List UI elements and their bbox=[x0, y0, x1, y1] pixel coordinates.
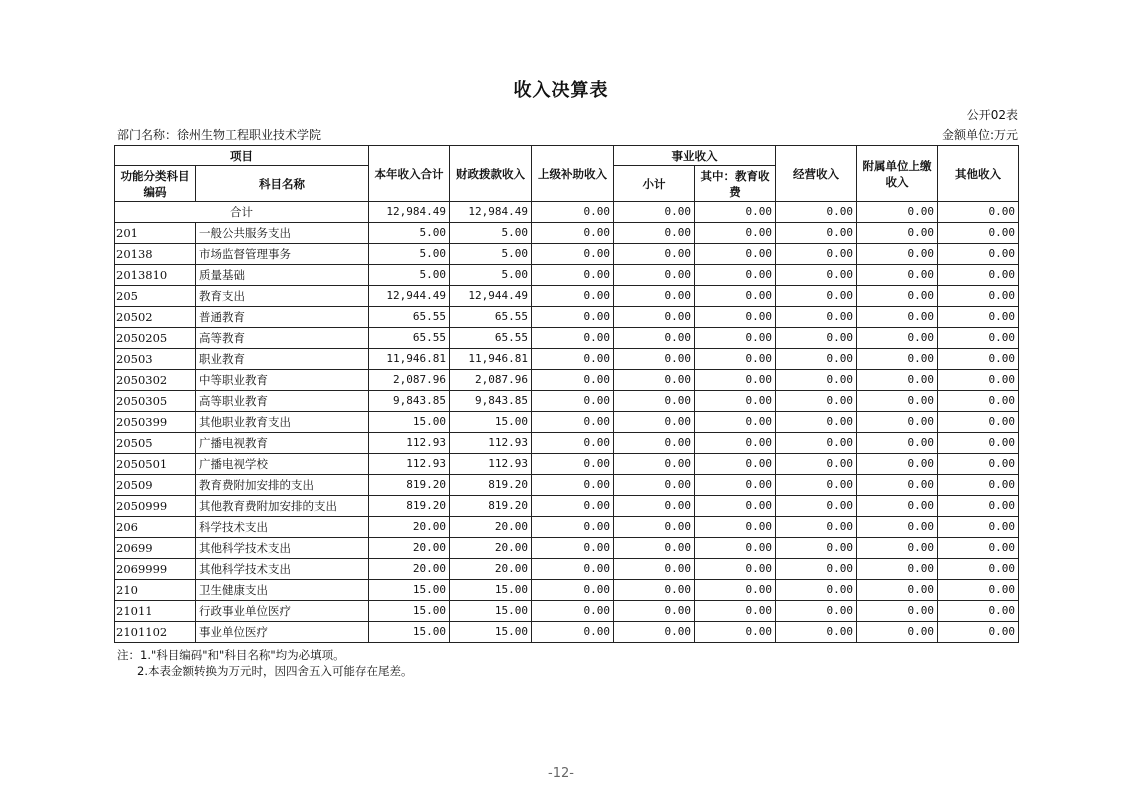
amount-cell: 65.55 bbox=[450, 328, 532, 349]
amount-cell: 0.00 bbox=[614, 265, 695, 286]
amount-cell: 15.00 bbox=[450, 580, 532, 601]
note-2: 2.本表金额转换为万元时，因四舍五入可能存在尾差。 bbox=[137, 664, 413, 678]
subject-name-cell: 其他教育费附加安排的支出 bbox=[196, 496, 369, 517]
table-row bbox=[115, 286, 1019, 307]
form-number: 公开02表 bbox=[966, 108, 1018, 122]
page-number: -12- bbox=[548, 766, 574, 781]
amount-cell: 819.20 bbox=[369, 475, 450, 496]
amount-cell: 0.00 bbox=[695, 433, 776, 454]
amount-cell: 0.00 bbox=[776, 538, 857, 559]
subject-name-cell: 事业单位医疗 bbox=[196, 622, 369, 643]
amount-cell: 0.00 bbox=[938, 475, 1019, 496]
amount-cell: 0.00 bbox=[532, 496, 614, 517]
amount-cell: 0.00 bbox=[776, 580, 857, 601]
header-operating: 经营收入 bbox=[776, 146, 857, 202]
amount-cell: 65.55 bbox=[450, 307, 532, 328]
table-row bbox=[115, 370, 1019, 391]
amount-cell: 0.00 bbox=[532, 559, 614, 580]
header-affiliate: 附属单位上缴收入 bbox=[857, 146, 938, 202]
amount-cell: 9,843.85 bbox=[369, 391, 450, 412]
amount-cell: 0.00 bbox=[776, 223, 857, 244]
amount-cell: 0.00 bbox=[938, 580, 1019, 601]
amount-unit: 金额单位:万元 bbox=[941, 128, 1018, 142]
subject-code-cell: 205 bbox=[115, 286, 196, 307]
amount-cell: 0.00 bbox=[938, 559, 1019, 580]
subject-name-cell: 科学技术支出 bbox=[196, 517, 369, 538]
amount-cell: 0.00 bbox=[532, 370, 614, 391]
amount-cell: 0.00 bbox=[938, 349, 1019, 370]
amount-cell: 0.00 bbox=[614, 601, 695, 622]
amount-cell: 0.00 bbox=[695, 517, 776, 538]
amount-cell: 0.00 bbox=[938, 433, 1019, 454]
table-row bbox=[115, 517, 1019, 538]
amount-cell: 0.00 bbox=[938, 265, 1019, 286]
report-title: 收入决算表 bbox=[513, 80, 609, 101]
amount-cell: 0.00 bbox=[695, 580, 776, 601]
amount-cell: 0.00 bbox=[857, 475, 938, 496]
amount-cell: 819.20 bbox=[450, 475, 532, 496]
amount-cell: 65.55 bbox=[369, 328, 450, 349]
amount-cell: 0.00 bbox=[857, 454, 938, 475]
department-name: 部门名称：徐州生物工程职业技术学院 bbox=[117, 128, 322, 142]
subject-name-cell: 行政事业单位医疗 bbox=[196, 601, 369, 622]
subject-code-cell: 20502 bbox=[115, 307, 196, 328]
amount-cell: 11,946.81 bbox=[450, 349, 532, 370]
amount-cell: 0.00 bbox=[857, 412, 938, 433]
amount-cell: 0.00 bbox=[695, 538, 776, 559]
amount-cell: 11,946.81 bbox=[369, 349, 450, 370]
amount-cell: 0.00 bbox=[938, 391, 1019, 412]
subject-name-cell: 广播电视教育 bbox=[196, 433, 369, 454]
amount-cell: 9,843.85 bbox=[450, 391, 532, 412]
amount-cell: 15.00 bbox=[450, 622, 532, 643]
amount-cell: 0.00 bbox=[695, 412, 776, 433]
amount-cell: 0.00 bbox=[532, 286, 614, 307]
subject-code-cell: 2101102 bbox=[115, 622, 196, 643]
subject-name-cell: 其他职业教育支出 bbox=[196, 412, 369, 433]
amount-cell: 0.00 bbox=[776, 517, 857, 538]
amount-cell: 20.00 bbox=[369, 517, 450, 538]
amount-cell: 0.00 bbox=[776, 475, 857, 496]
table-row bbox=[115, 475, 1019, 496]
amount-cell: 0.00 bbox=[776, 454, 857, 475]
subject-name-cell: 卫生健康支出 bbox=[196, 580, 369, 601]
table-row bbox=[115, 412, 1019, 433]
amount-cell: 0.00 bbox=[776, 622, 857, 643]
amount-cell: 0.00 bbox=[938, 601, 1019, 622]
subject-code-cell: 21011 bbox=[115, 601, 196, 622]
header-upper: 上级补助收入 bbox=[532, 146, 614, 202]
amount-cell: 0.00 bbox=[695, 370, 776, 391]
table-row bbox=[115, 580, 1019, 601]
amount-cell: 0.00 bbox=[695, 265, 776, 286]
amount-cell: 0.00 bbox=[857, 391, 938, 412]
amount-cell: 0.00 bbox=[938, 370, 1019, 391]
amount-cell: 5.00 bbox=[369, 244, 450, 265]
subject-code-cell: 20503 bbox=[115, 349, 196, 370]
amount-cell: 0.00 bbox=[938, 286, 1019, 307]
subject-code-cell: 2050205 bbox=[115, 328, 196, 349]
amount-cell: 0.00 bbox=[857, 265, 938, 286]
amount-cell: 0.00 bbox=[857, 244, 938, 265]
amount-cell: 0.00 bbox=[857, 496, 938, 517]
total-cell: 0.00 bbox=[938, 202, 1019, 223]
subject-name-cell: 教育费附加安排的支出 bbox=[196, 475, 369, 496]
amount-cell: 65.55 bbox=[369, 307, 450, 328]
subject-code-cell: 20509 bbox=[115, 475, 196, 496]
amount-cell: 0.00 bbox=[857, 622, 938, 643]
table-row bbox=[115, 307, 1019, 328]
total-cell: 12,984.49 bbox=[369, 202, 450, 223]
amount-cell: 0.00 bbox=[776, 559, 857, 580]
total-cell: 0.00 bbox=[776, 202, 857, 223]
amount-cell: 112.93 bbox=[369, 454, 450, 475]
amount-cell: 0.00 bbox=[695, 349, 776, 370]
subject-name-cell: 职业教育 bbox=[196, 349, 369, 370]
amount-cell: 0.00 bbox=[776, 391, 857, 412]
amount-cell: 15.00 bbox=[369, 622, 450, 643]
total-label: 合计 bbox=[115, 202, 369, 223]
amount-cell: 0.00 bbox=[532, 223, 614, 244]
table-row bbox=[115, 496, 1019, 517]
amount-cell: 0.00 bbox=[695, 328, 776, 349]
subject-name-cell: 其他科学技术支出 bbox=[196, 538, 369, 559]
table-row bbox=[115, 454, 1019, 475]
amount-cell: 0.00 bbox=[857, 223, 938, 244]
amount-cell: 0.00 bbox=[695, 391, 776, 412]
amount-cell: 20.00 bbox=[450, 538, 532, 559]
amount-cell: 0.00 bbox=[532, 412, 614, 433]
amount-cell: 0.00 bbox=[695, 244, 776, 265]
amount-cell: 0.00 bbox=[532, 580, 614, 601]
amount-cell: 0.00 bbox=[532, 328, 614, 349]
amount-cell: 0.00 bbox=[614, 370, 695, 391]
amount-cell: 0.00 bbox=[938, 412, 1019, 433]
amount-cell: 0.00 bbox=[776, 244, 857, 265]
amount-cell: 0.00 bbox=[857, 538, 938, 559]
total-cell: 0.00 bbox=[614, 202, 695, 223]
table-row bbox=[115, 559, 1019, 580]
amount-cell: 0.00 bbox=[776, 496, 857, 517]
header-subject-name: 科目名称 bbox=[196, 166, 369, 202]
header-total: 本年收入合计 bbox=[369, 146, 450, 202]
amount-cell: 0.00 bbox=[938, 496, 1019, 517]
amount-cell: 20.00 bbox=[369, 559, 450, 580]
amount-cell: 0.00 bbox=[614, 454, 695, 475]
amount-cell: 0.00 bbox=[776, 349, 857, 370]
amount-cell: 15.00 bbox=[369, 412, 450, 433]
subject-code-cell: 201 bbox=[115, 223, 196, 244]
amount-cell: 0.00 bbox=[695, 496, 776, 517]
amount-cell: 0.00 bbox=[776, 328, 857, 349]
subject-code-cell: 20505 bbox=[115, 433, 196, 454]
amount-cell: 0.00 bbox=[857, 328, 938, 349]
amount-cell: 0.00 bbox=[532, 454, 614, 475]
amount-cell: 0.00 bbox=[776, 412, 857, 433]
amount-cell: 0.00 bbox=[695, 223, 776, 244]
subject-name-cell: 市场监督管理事务 bbox=[196, 244, 369, 265]
amount-cell: 0.00 bbox=[614, 433, 695, 454]
table-row bbox=[115, 244, 1019, 265]
table-row bbox=[115, 601, 1019, 622]
amount-cell: 819.20 bbox=[450, 496, 532, 517]
header-func-code: 功能分类科目编码 bbox=[115, 166, 196, 202]
amount-cell: 0.00 bbox=[857, 580, 938, 601]
amount-cell: 20.00 bbox=[369, 538, 450, 559]
amount-cell: 0.00 bbox=[695, 475, 776, 496]
amount-cell: 0.00 bbox=[695, 454, 776, 475]
amount-cell: 0.00 bbox=[938, 307, 1019, 328]
amount-cell: 15.00 bbox=[450, 412, 532, 433]
amount-cell: 112.93 bbox=[450, 454, 532, 475]
subject-code-cell: 2050302 bbox=[115, 370, 196, 391]
amount-cell: 12,944.49 bbox=[369, 286, 450, 307]
total-row bbox=[115, 202, 1019, 223]
amount-cell: 0.00 bbox=[532, 433, 614, 454]
amount-cell: 0.00 bbox=[857, 286, 938, 307]
subject-name-cell: 高等职业教育 bbox=[196, 391, 369, 412]
subject-code-cell: 2069999 bbox=[115, 559, 196, 580]
subject-name-cell: 中等职业教育 bbox=[196, 370, 369, 391]
amount-cell: 2,087.96 bbox=[369, 370, 450, 391]
amount-cell: 819.20 bbox=[369, 496, 450, 517]
amount-cell: 0.00 bbox=[614, 391, 695, 412]
amount-cell: 0.00 bbox=[857, 370, 938, 391]
amount-cell: 0.00 bbox=[857, 433, 938, 454]
subject-name-cell: 其他科学技术支出 bbox=[196, 559, 369, 580]
amount-cell: 0.00 bbox=[938, 622, 1019, 643]
amount-cell: 0.00 bbox=[532, 391, 614, 412]
amount-cell: 0.00 bbox=[695, 307, 776, 328]
subject-code-cell: 20699 bbox=[115, 538, 196, 559]
amount-cell: 0.00 bbox=[857, 349, 938, 370]
amount-cell: 0.00 bbox=[614, 412, 695, 433]
table-row bbox=[115, 328, 1019, 349]
amount-cell: 0.00 bbox=[857, 601, 938, 622]
amount-cell: 0.00 bbox=[938, 328, 1019, 349]
amount-cell: 0.00 bbox=[614, 307, 695, 328]
amount-cell: 0.00 bbox=[614, 286, 695, 307]
header-business: 事业收入 bbox=[614, 146, 776, 166]
amount-cell: 0.00 bbox=[938, 538, 1019, 559]
amount-cell: 5.00 bbox=[369, 223, 450, 244]
subject-code-cell: 2050399 bbox=[115, 412, 196, 433]
amount-cell: 0.00 bbox=[532, 538, 614, 559]
amount-cell: 0.00 bbox=[614, 475, 695, 496]
subject-name-cell: 一般公共服务支出 bbox=[196, 223, 369, 244]
amount-cell: 0.00 bbox=[532, 244, 614, 265]
amount-cell: 0.00 bbox=[938, 244, 1019, 265]
amount-cell: 0.00 bbox=[614, 223, 695, 244]
amount-cell: 0.00 bbox=[776, 601, 857, 622]
subject-code-cell: 2050501 bbox=[115, 454, 196, 475]
table-row bbox=[115, 223, 1019, 244]
amount-cell: 0.00 bbox=[776, 307, 857, 328]
amount-cell: 20.00 bbox=[450, 559, 532, 580]
subject-name-cell: 质量基础 bbox=[196, 265, 369, 286]
total-cell: 0.00 bbox=[857, 202, 938, 223]
amount-cell: 0.00 bbox=[614, 580, 695, 601]
amount-cell: 0.00 bbox=[532, 307, 614, 328]
subject-code-cell: 206 bbox=[115, 517, 196, 538]
table-row bbox=[115, 265, 1019, 286]
income-final-accounts-table bbox=[114, 145, 1019, 643]
amount-cell: 0.00 bbox=[614, 349, 695, 370]
total-cell: 12,984.49 bbox=[450, 202, 532, 223]
table-row bbox=[115, 622, 1019, 643]
header-edu-fee: 其中：教育收费 bbox=[695, 166, 776, 202]
total-cell: 0.00 bbox=[532, 202, 614, 223]
amount-cell: 0.00 bbox=[857, 559, 938, 580]
amount-cell: 0.00 bbox=[938, 517, 1019, 538]
amount-cell: 0.00 bbox=[614, 244, 695, 265]
amount-cell: 0.00 bbox=[776, 433, 857, 454]
amount-cell: 12,944.49 bbox=[450, 286, 532, 307]
total-cell: 0.00 bbox=[695, 202, 776, 223]
header-fiscal: 财政拨款收入 bbox=[450, 146, 532, 202]
subject-code-cell: 2050999 bbox=[115, 496, 196, 517]
amount-cell: 0.00 bbox=[695, 286, 776, 307]
amount-cell: 0.00 bbox=[532, 265, 614, 286]
amount-cell: 0.00 bbox=[614, 622, 695, 643]
amount-cell: 0.00 bbox=[695, 622, 776, 643]
table-row bbox=[115, 538, 1019, 559]
amount-cell: 112.93 bbox=[450, 433, 532, 454]
amount-cell: 0.00 bbox=[614, 559, 695, 580]
amount-cell: 0.00 bbox=[695, 559, 776, 580]
subject-code-cell: 2050305 bbox=[115, 391, 196, 412]
amount-cell: 15.00 bbox=[369, 580, 450, 601]
header-other: 其他收入 bbox=[938, 146, 1019, 202]
amount-cell: 0.00 bbox=[776, 265, 857, 286]
header-subtotal: 小计 bbox=[614, 166, 695, 202]
table-body bbox=[115, 202, 1019, 643]
table-notes bbox=[117, 647, 412, 679]
amount-cell: 5.00 bbox=[450, 265, 532, 286]
amount-cell: 112.93 bbox=[369, 433, 450, 454]
subject-code-cell: 2013810 bbox=[115, 265, 196, 286]
amount-cell: 0.00 bbox=[532, 475, 614, 496]
amount-cell: 2,087.96 bbox=[450, 370, 532, 391]
subject-name-cell: 教育支出 bbox=[196, 286, 369, 307]
amount-cell: 0.00 bbox=[857, 307, 938, 328]
amount-cell: 0.00 bbox=[938, 454, 1019, 475]
table-row bbox=[115, 349, 1019, 370]
amount-cell: 0.00 bbox=[776, 370, 857, 391]
subject-name-cell: 高等教育 bbox=[196, 328, 369, 349]
amount-cell: 0.00 bbox=[614, 517, 695, 538]
amount-cell: 0.00 bbox=[695, 601, 776, 622]
subject-name-cell: 广播电视学校 bbox=[196, 454, 369, 475]
amount-cell: 15.00 bbox=[369, 601, 450, 622]
amount-cell: 0.00 bbox=[857, 517, 938, 538]
amount-cell: 0.00 bbox=[532, 517, 614, 538]
amount-cell: 0.00 bbox=[532, 349, 614, 370]
subject-code-cell: 210 bbox=[115, 580, 196, 601]
subject-name-cell: 普通教育 bbox=[196, 307, 369, 328]
table-row bbox=[115, 391, 1019, 412]
subject-code-cell: 20138 bbox=[115, 244, 196, 265]
amount-cell: 20.00 bbox=[450, 517, 532, 538]
amount-cell: 5.00 bbox=[450, 244, 532, 265]
amount-cell: 0.00 bbox=[938, 223, 1019, 244]
amount-cell: 5.00 bbox=[369, 265, 450, 286]
amount-cell: 15.00 bbox=[450, 601, 532, 622]
amount-cell: 5.00 bbox=[450, 223, 532, 244]
table-row bbox=[115, 433, 1019, 454]
amount-cell: 0.00 bbox=[532, 622, 614, 643]
amount-cell: 0.00 bbox=[614, 328, 695, 349]
header-item: 项目 bbox=[115, 146, 369, 166]
amount-cell: 0.00 bbox=[776, 286, 857, 307]
amount-cell: 0.00 bbox=[614, 538, 695, 559]
amount-cell: 0.00 bbox=[614, 496, 695, 517]
note-1: 注：1."科目编码"和"科目名称"均为必填项。 bbox=[117, 648, 345, 662]
amount-cell: 0.00 bbox=[532, 601, 614, 622]
